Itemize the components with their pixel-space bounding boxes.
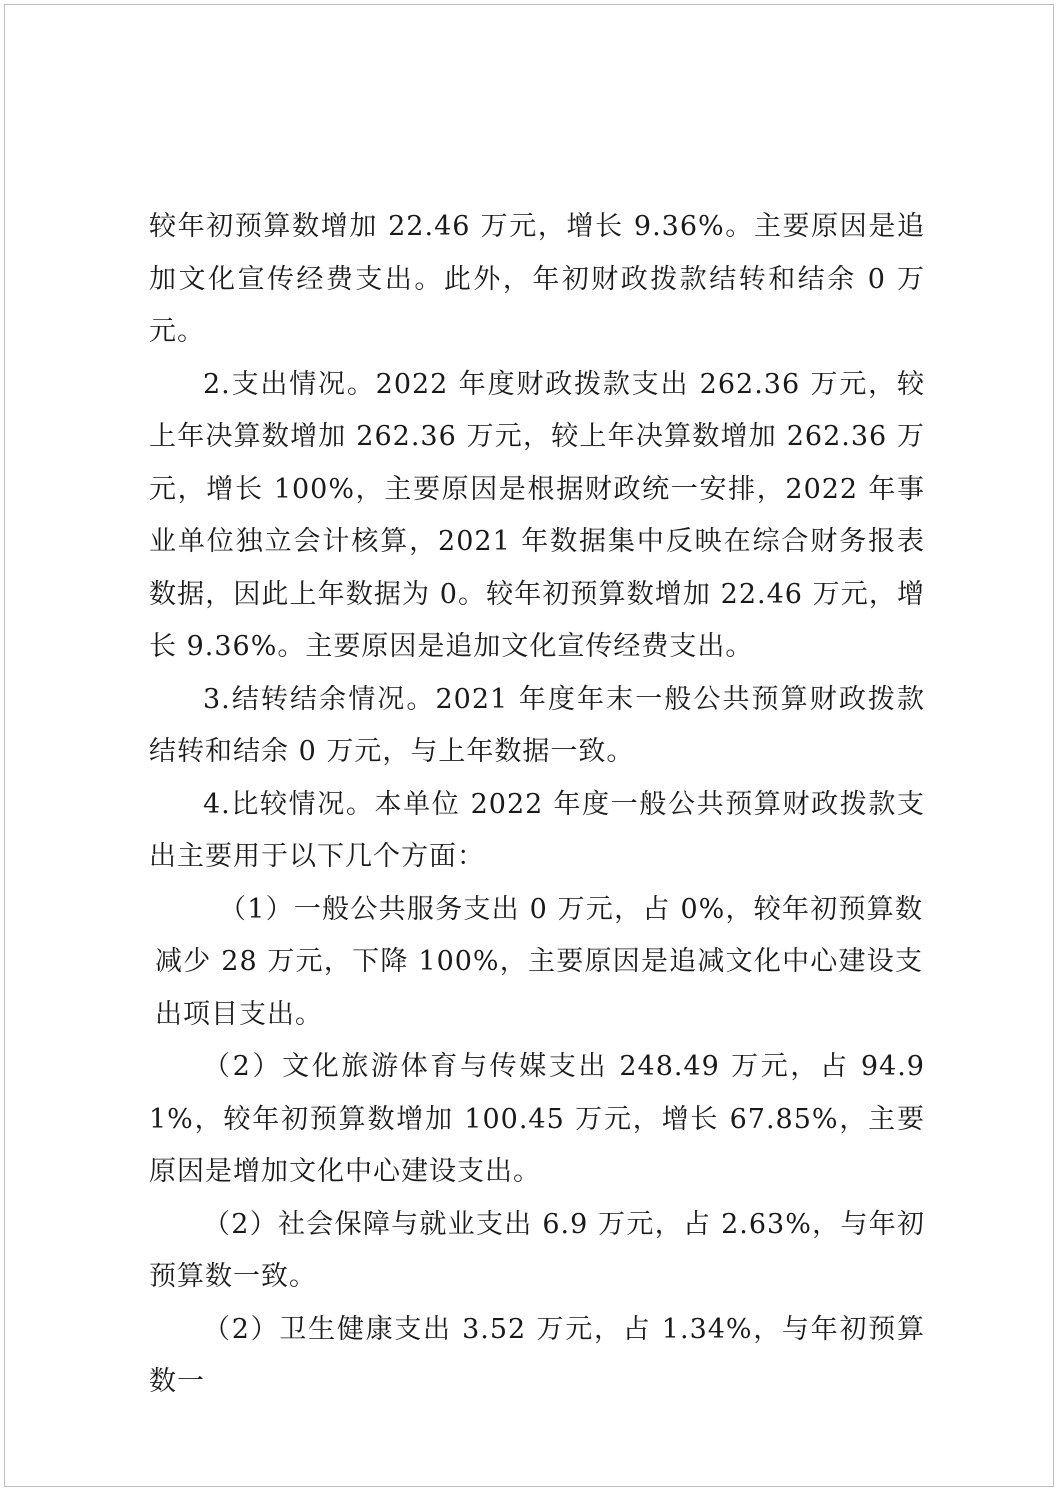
paragraph-health: （2）卫生健康支出 3.52 万元，占 1.34%，与年初预算数一 (149, 1313, 925, 1397)
paragraph-social-security: （2）社会保障与就业支出 6.9 万元，占 2.63%，与年初预算数一致。 (149, 1208, 925, 1292)
paragraph-expenditure: 2.支出情况。2022 年度财政拨款支出 262.36 万元，较上年决算数增加 262.36 万元，较上年决算数增加 262.36 万元，增长 100%，主要原因是根据财政统一安排，2022 年事业单位独立会计核算，2021 年数据集中反映在综合财务报表数据，因此上年数据为 0。较年初预算数增加 22.46 万元，增长 9.36%。主要原因是追加文化宣传经费支出。 (149, 368, 925, 662)
paragraph-comparison: 4.比较情况。本单位 2022 年度一般公共预算财政拨款支出主要用于以下几个方面： (149, 788, 925, 872)
paragraph-general-public-services: （1）一般公共服务支出 0 万元，占 0%，较年初预算数减少 28 万元，下降 100%，主要原因是追减文化中心建设支出项目支出。 (155, 893, 923, 1030)
paragraph-culture-tourism: （2）文化旅游体育与传媒支出 248.49 万元，占 94.91%，较年初预算数增加 100.45 万元，增长 67.85%，主要原因是增加文化中心建设支出。 (149, 1051, 925, 1187)
paragraph-carryover: 3.结转结余情况。2021 年度年末一般公共预算财政拨款结转和结余 0 万元，与上年数据一致。 (149, 683, 925, 767)
document-body (149, 201, 925, 1409)
page (4, 4, 1054, 1487)
paragraph-budget-increase: 较年初预算数增加 22.46 万元，增长 9.36%。主要原因是追加文化宣传经费支出。此外，年初财政拨款结转和结余 0 万元。 (149, 211, 925, 347)
